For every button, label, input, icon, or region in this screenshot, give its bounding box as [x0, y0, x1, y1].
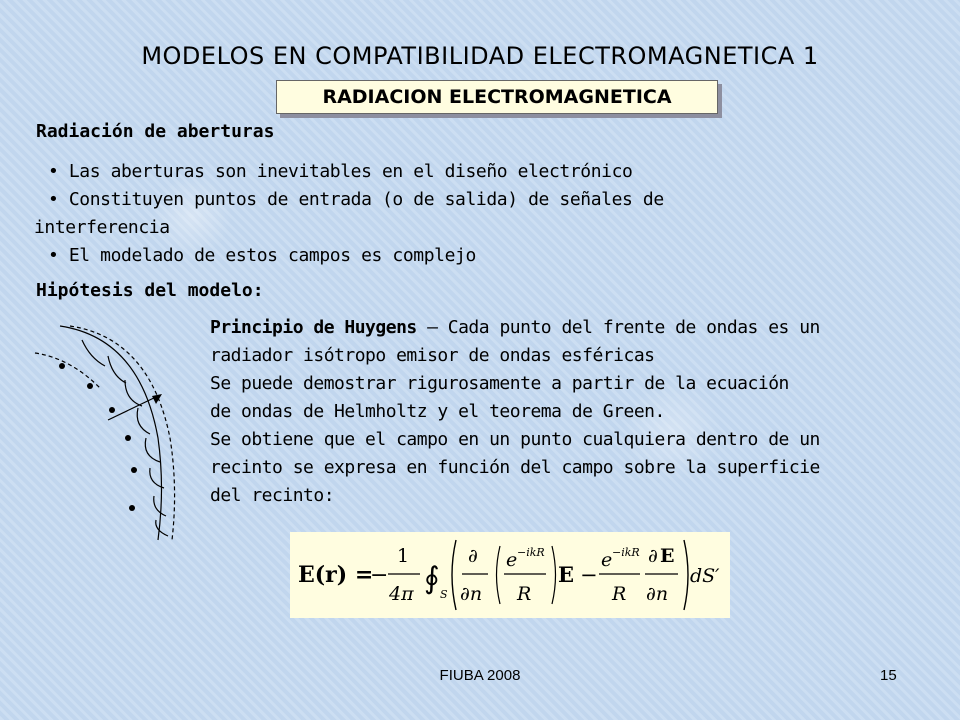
principle-text: del recinto: [210, 485, 335, 506]
formula-R: R [612, 583, 627, 605]
formula-minus2: − [580, 563, 598, 587]
formula-partial: ∂ [648, 545, 658, 567]
formula-E: E [660, 545, 675, 567]
slide-title: MODELOS EN COMPATIBILIDAD ELECTROMAGNETICA 1 [141, 42, 819, 70]
section-heading-apertures: Radiación de aberturas [36, 121, 275, 142]
wavefront-arc-dashed [35, 353, 100, 388]
bullet-item: • Constituyen puntos de entrada (o de salida) de señales de [48, 189, 664, 210]
formula-dn: ∂n [646, 583, 669, 605]
principle-text: Se obtiene que el campo en un punto cualquiera dentro de un [210, 429, 820, 450]
bullet-list [34, 158, 748, 270]
principle-text: radiador isótropo emisor de ondas esféricas [210, 345, 655, 366]
huygens-wavefront-diagram [30, 318, 190, 543]
formula-four-pi: 4π [389, 583, 414, 605]
principle-text: Se puede demostrar rigurosamente a partir de la ecuación [210, 373, 789, 394]
principle-text: – Cada punto del frente de ondas es un [416, 317, 820, 338]
principle-text: recinto se expresa en función del campo sobre la superficie [210, 457, 820, 478]
formula-box [290, 532, 730, 618]
formula-exp-power: −ikR [517, 546, 545, 559]
formula-sub-s: S [440, 588, 448, 601]
kirchhoff-formula [290, 532, 730, 618]
formula-lhs: E(r) = [298, 562, 374, 588]
subtitle-box: RADIACION ELECTROMAGNETICA [276, 80, 718, 114]
formula-dS: dS′ [690, 565, 720, 587]
formula-dn: ∂n [460, 583, 483, 605]
formula-R: R [517, 583, 532, 605]
formula-one: 1 [397, 545, 410, 567]
formula-partial: ∂ [468, 545, 478, 567]
principle-label: Principio de Huygens [210, 317, 417, 338]
section-heading-hypothesis: Hipótesis del modelo: [36, 280, 264, 301]
page-number: 15 [880, 667, 897, 684]
propagation-arrow-head [152, 394, 162, 404]
wavefront-arc [60, 326, 162, 540]
bullet-item: • El modelado de estos campos es complejo [48, 245, 476, 266]
footer-text: FIUBA 2008 [439, 667, 521, 684]
formula-integral: ∮ [424, 561, 440, 596]
principle-text: de ondas de Helmholtz y el teorema de Green. [210, 401, 665, 422]
formula-exp-power: −ikR [612, 546, 640, 559]
formula-exp-e: e [601, 549, 613, 571]
huygens-paragraph [210, 314, 910, 510]
bullet-item-continuation: interferencia [34, 217, 170, 238]
bullet-item: • Las aberturas son inevitables en el diseño electrónico [48, 161, 633, 182]
formula-minus: − [370, 563, 389, 588]
formula-E: E [558, 562, 575, 587]
formula-exp-e: e [506, 549, 518, 571]
